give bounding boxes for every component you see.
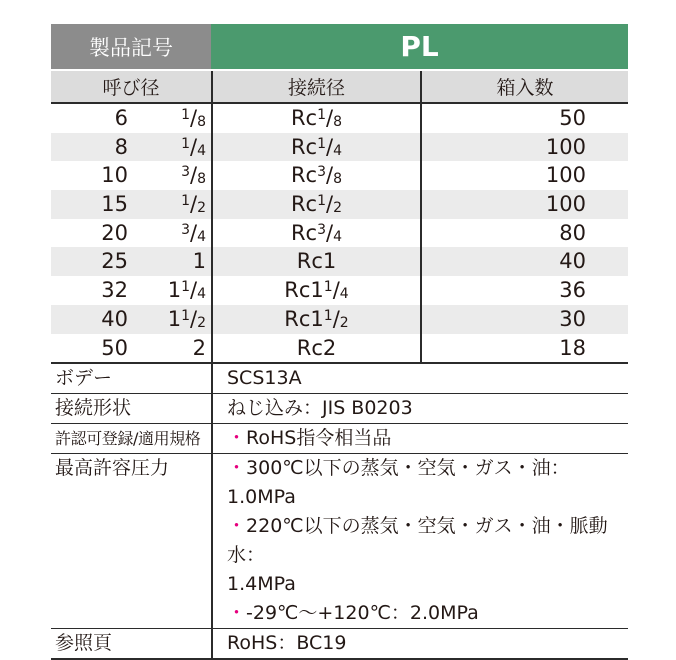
size-mm: 32 [101, 278, 128, 303]
fraction-denominator: 8 [333, 114, 343, 130]
size-mm: 10 [101, 163, 128, 188]
connection-cell: $Rc^1/_8$ [211, 104, 420, 133]
table-row [51, 276, 628, 305]
spec-label-pressure: 最高許容圧力 [51, 454, 213, 628]
size-cell [51, 247, 211, 276]
connection-prefix: Rc [290, 134, 318, 159]
fraction-denominator: 2 [197, 314, 206, 331]
product-code-label: 製品記号 [51, 24, 211, 69]
size-cell [51, 104, 211, 133]
spec-value-body: SCS13A [227, 367, 302, 390]
fraction-denominator: 2 [339, 314, 349, 331]
spec-value-reference: RoHS：BC19 [227, 632, 347, 655]
spec-row-approval [51, 423, 628, 453]
size-inch [193, 334, 206, 363]
size-mm: 40 [101, 306, 128, 331]
bullet-dot: ・ [227, 515, 247, 538]
spec-row-reference [51, 628, 628, 660]
qty-cell: 50 [420, 104, 628, 133]
qty-cell: 18 [420, 334, 628, 363]
size-inch: $^1/_2$ [181, 192, 206, 217]
fraction-numerator: 1 [181, 107, 190, 123]
connection-cell: $Rc1^1/_4$ [211, 276, 420, 305]
fraction-numerator: 3 [181, 164, 190, 181]
fraction-numerator: 1 [181, 279, 190, 296]
spec-row-connection [51, 393, 628, 423]
fraction-numerator: 1 [181, 193, 190, 210]
connection-cell: $Rc1^1/_2$ [211, 305, 420, 334]
qty-cell: 100 [420, 133, 628, 162]
fraction-numerator: 3 [317, 164, 327, 181]
fraction-denominator: 4 [197, 142, 206, 159]
model-name: PL [211, 24, 628, 69]
fraction-denominator: 2 [197, 200, 206, 217]
pressure-line-3: 1.4MPa [227, 573, 296, 596]
table-row [51, 133, 628, 162]
table-row [51, 190, 628, 219]
size-mm: 50 [101, 335, 128, 360]
fraction-denominator: 8 [197, 171, 206, 188]
connection-cell [211, 247, 420, 276]
fraction-denominator: 2 [333, 200, 343, 217]
fraction-numerator: 1 [181, 307, 190, 324]
fraction-denominator: 8 [197, 114, 206, 130]
col-connection-header: 接続径 [211, 71, 420, 102]
size-inch: $^3/_4$ [181, 220, 206, 245]
qty-cell: 36 [420, 276, 628, 305]
inch-whole: 1 [167, 278, 182, 303]
fraction-numerator: 1 [323, 279, 333, 296]
spec-label-body: ボデー [51, 364, 213, 393]
table-header [51, 24, 628, 69]
connection-prefix: Rc2 [296, 335, 337, 360]
table-row [51, 104, 628, 133]
spec-row-body [51, 362, 628, 393]
fraction-denominator: 8 [333, 171, 343, 188]
size-cell [51, 161, 211, 190]
spec-label-reference: 参照頁 [51, 629, 213, 658]
inch-whole: 1 [167, 306, 182, 331]
qty-cell: 40 [420, 247, 628, 276]
size-inch: $^1/_8$ [181, 106, 206, 130]
fraction-denominator: 4 [197, 286, 206, 303]
size-cell [51, 133, 211, 162]
size-inch: $^3/_8$ [181, 163, 206, 188]
bullet-dot: ・ [227, 457, 247, 480]
table-row [51, 334, 628, 363]
pressure-line-1 [227, 454, 628, 512]
spec-text: RoHS指令相当品 [246, 427, 392, 450]
fraction-denominator: 4 [197, 228, 206, 245]
col-size-header: 呼び径 [102, 77, 160, 99]
fraction-numerator: 1 [323, 307, 333, 324]
connection-prefix: Rc [290, 106, 318, 130]
fraction-denominator: 4 [339, 286, 349, 303]
spec-text: 220℃以下の蒸気・空気・ガス・油・脈動水： [227, 515, 608, 567]
size-mm: 15 [101, 192, 128, 217]
spec-text: 300℃以下の蒸気・空気・ガス・油：1.0MPa [227, 457, 570, 509]
size-mm: 20 [101, 220, 128, 245]
connection-prefix: Rc1 [284, 306, 324, 331]
spec-text: -29℃～+120℃：2.0MPa [246, 602, 479, 625]
table-row [51, 219, 628, 248]
fraction-numerator: 1 [181, 135, 190, 152]
col-qty-header: 箱入数 [420, 71, 628, 102]
spec-label-approval: 許認可登録/適用規格 [51, 424, 213, 453]
size-inch: $^1/_4$ [181, 134, 206, 159]
qty-cell: 100 [420, 190, 628, 219]
size-mm: 6 [114, 106, 128, 130]
connection-prefix: Rc1 [284, 278, 324, 303]
fraction-numerator: 3 [317, 221, 327, 238]
connection-cell: $Rc^1/_4$ [211, 133, 420, 162]
fraction-numerator: 1 [317, 107, 327, 123]
qty-cell: 100 [420, 161, 628, 190]
size-cell [51, 219, 211, 248]
size-inch: $1^1/_4$ [167, 278, 206, 303]
spec-value-approval [213, 424, 628, 453]
size-inch: $1^1/_2$ [167, 306, 206, 331]
spec-value-connection: ねじ込み：JIS B0203 [227, 397, 413, 420]
connection-prefix: Rc [290, 192, 318, 217]
connection-cell [211, 334, 420, 363]
size-cell [51, 305, 211, 334]
fraction-numerator: 3 [181, 221, 190, 238]
connection-cell: $Rc^3/_8$ [211, 161, 420, 190]
table-row [51, 161, 628, 190]
inch-whole: 1 [192, 249, 206, 274]
size-cell [51, 334, 211, 363]
qty-cell: 80 [420, 219, 628, 248]
fraction-denominator: 4 [333, 228, 343, 245]
pressure-line-2 [227, 512, 628, 570]
spec-label-connection: 接続形状 [51, 394, 213, 423]
spec-row-pressure [51, 453, 628, 628]
spec-value-pressure [213, 454, 628, 628]
connection-prefix: Rc [290, 220, 318, 245]
connection-cell: $Rc^1/_2$ [211, 190, 420, 219]
connection-prefix: Rc1 [296, 249, 337, 274]
size-mm: 25 [101, 249, 128, 274]
fraction-numerator: 1 [317, 193, 327, 210]
qty-cell: 30 [420, 305, 628, 334]
size-table-body [51, 104, 628, 362]
size-cell [51, 276, 211, 305]
connection-cell: $Rc^3/_4$ [211, 219, 420, 248]
bullet-dot: ・ [227, 427, 247, 450]
bullet-dot: ・ [227, 602, 247, 625]
size-inch [193, 247, 206, 276]
connection-prefix: Rc [290, 163, 318, 188]
fraction-numerator: 1 [317, 135, 327, 152]
column-headers [51, 69, 628, 104]
spec-sheet [51, 24, 628, 660]
table-row [51, 247, 628, 276]
size-mm: 8 [114, 134, 128, 159]
table-row [51, 305, 628, 334]
size-cell [51, 190, 211, 219]
fraction-denominator: 4 [333, 142, 343, 159]
inch-whole: 2 [192, 335, 206, 360]
